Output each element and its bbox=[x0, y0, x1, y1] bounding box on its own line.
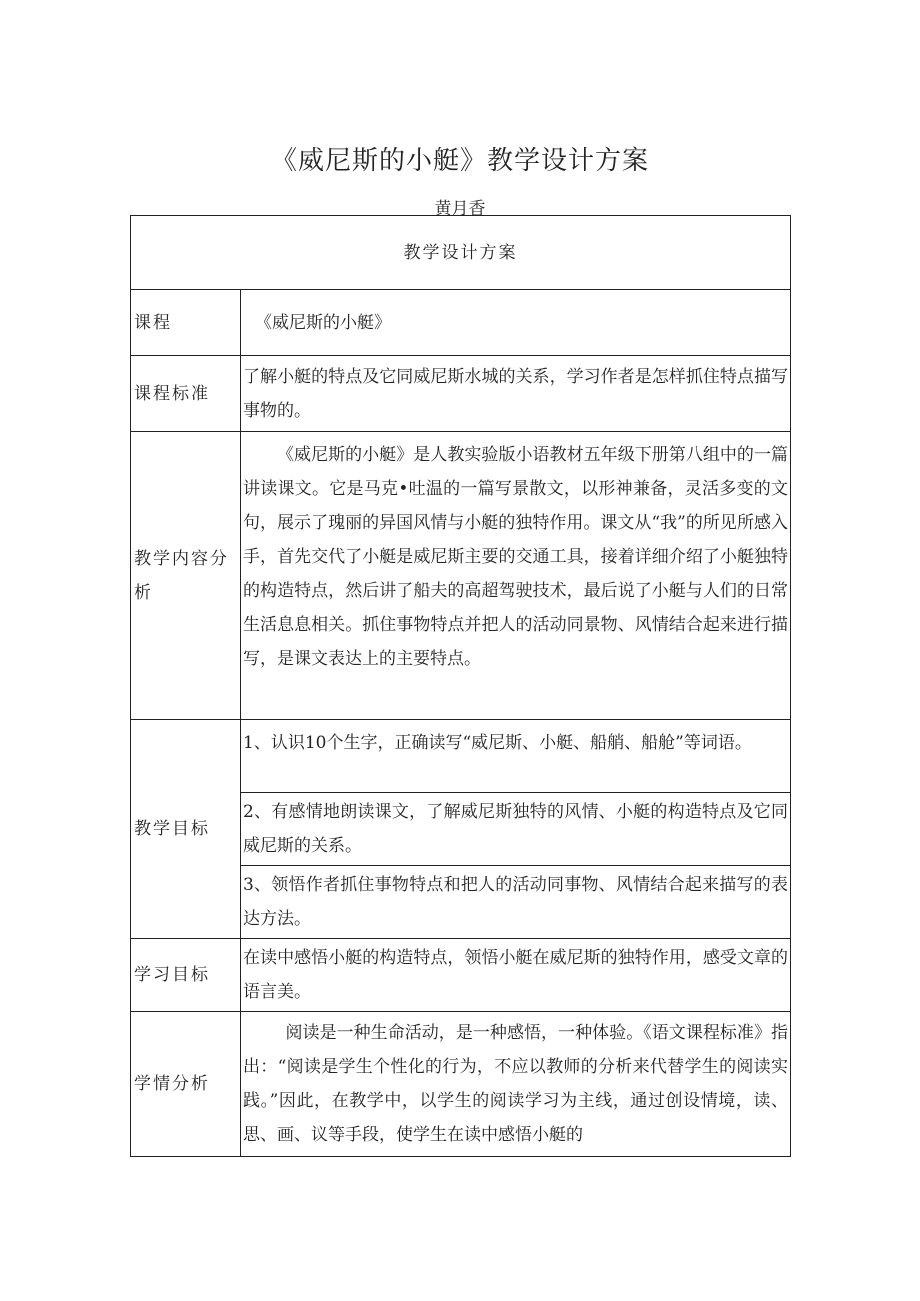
lesson-plan-table bbox=[130, 215, 791, 1157]
student-analysis-value: 阅读是一种生命活动，是一种感悟，一种体验。《语文课程标准》指出：“阅读是学生个性化的行为，不应以教师的分析来代替学生的阅读实践。”因此，在教学中，以学生的阅读学习为主线，通过创设情境，读、思、画、议等手段，使学生在读中感悟小艇的 bbox=[241, 1012, 791, 1157]
objectives-label: 教学目标 bbox=[131, 720, 241, 939]
objective-row-1 bbox=[131, 720, 791, 793]
objective-item-3: 3、领悟作者抓住事物特点和把人的活动同事物、风情结合起来描写的表达方法。 bbox=[241, 866, 791, 939]
learning-goal-row bbox=[131, 939, 791, 1012]
learning-goal-value: 在读中感悟小艇的构造特点，领悟小艇在威尼斯的独特作用，感受文章的语言美。 bbox=[241, 939, 791, 1012]
standard-row bbox=[131, 356, 791, 432]
content-analysis-label: 教学内容分析 bbox=[131, 432, 241, 720]
standard-value: 了解小艇的特点及它同威尼斯水城的关系，学习作者是怎样抓住特点描写事物的。 bbox=[241, 356, 791, 432]
course-label: 课程 bbox=[131, 290, 241, 356]
document-title: 《威尼斯的小艇》教学设计方案 bbox=[270, 146, 649, 176]
standard-label: 课程标准 bbox=[131, 356, 241, 432]
content-analysis-value: 《威尼斯的小艇》是人教实验版小语教材五年级下册第八组中的一篇讲读课文。它是马克•吐温的一篇写景散文，以形神兼备，灵活多变的文句，展示了瑰丽的异国风情与小艇的独特作用。课文从“我”的所见所感入手，首先交代了小艇是威尼斯主要的交通工具，接着详细介绍了小艇独特的构造特点，然后讲了船夫的高超驾驶技术，最后说了小艇与人们的日常生活息息相关。抓住事物特点并把人的活动同景物、风情结合起来进行描写，是课文表达上的主要特点。 bbox=[241, 432, 791, 720]
document-author: 黄月香 bbox=[434, 199, 486, 219]
content-analysis-row bbox=[131, 432, 791, 720]
student-analysis-label: 学情分析 bbox=[131, 1012, 241, 1157]
table-header-row bbox=[131, 216, 791, 290]
course-value: 《威尼斯的小艇》 bbox=[241, 290, 791, 356]
objective-item-2: 2、有感情地朗读课文，了解威尼斯独特的风情、小艇的构造特点及它同威尼斯的关系。 bbox=[241, 793, 791, 866]
student-analysis-row bbox=[131, 1012, 791, 1157]
objective-item-1: 1、认识10个生字，正确读写“威尼斯、小艇、船艄、船舱”等词语。 bbox=[241, 720, 791, 793]
table-header: 教学设计方案 bbox=[131, 216, 791, 290]
learning-goal-label: 学习目标 bbox=[131, 939, 241, 1012]
course-row bbox=[131, 290, 791, 356]
